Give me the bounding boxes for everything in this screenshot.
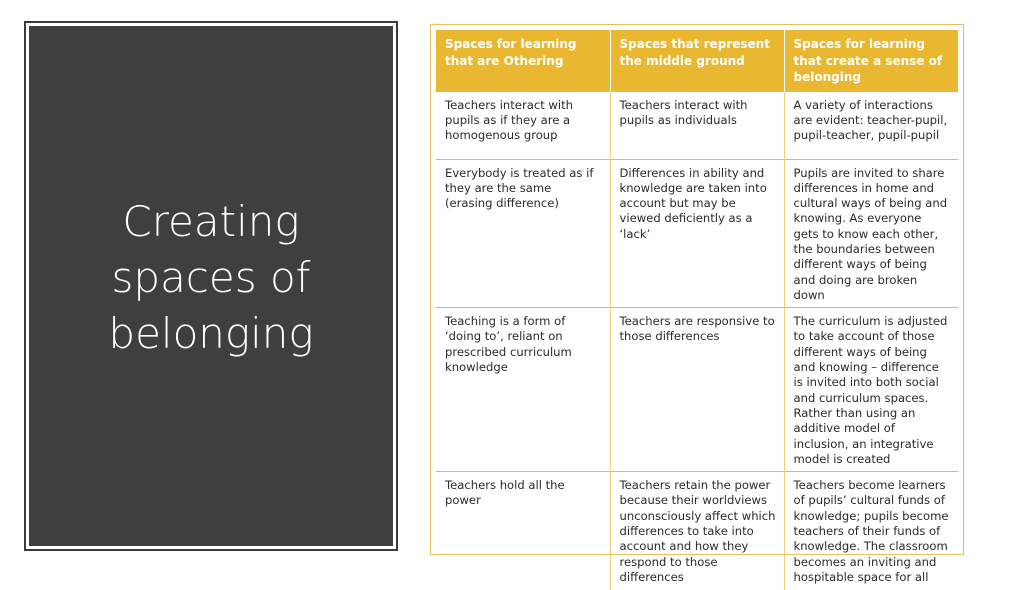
table-row <box>436 472 958 590</box>
belonging-table <box>436 30 958 590</box>
table-cell: Teachers retain the power because their worldviews unconsciously affect which differences to take into account and how they respond to those differences <box>610 472 784 590</box>
title-panel <box>24 21 398 551</box>
table-row <box>436 91 958 159</box>
table-cell: The curriculum is adjusted to take account of those different ways of being and knowing – difference is invited into both social and curriculum spaces. Rather than using an additive model of inclusion, an integrative model is created <box>784 308 958 472</box>
table-cell: Differences in ability and knowledge are taken into account but may be viewed deficiently as a ‘lack’ <box>610 159 784 308</box>
belonging-table-frame <box>430 24 964 584</box>
table-cell: Teaching is a form of ‘doing to’, reliant on prescribed curriculum knowledge <box>436 308 610 472</box>
slide-title: Creating spaces of belonging <box>108 197 314 358</box>
table-cell: Everybody is treated as if they are the same (erasing difference) <box>436 159 610 308</box>
table-cell: Teachers become learners of pupils’ cultural funds of knowledge; pupils become teachers of their funds of knowledge. The classroom becomes an inviting and hospitable space for all <box>784 472 958 590</box>
table-cell: Teachers are responsive to those differences <box>610 308 784 472</box>
table-header-row <box>436 30 958 91</box>
table-cell: Teachers interact with pupils as individuals <box>610 91 784 159</box>
table-cell: Teachers interact with pupils as if they are a homogenous group <box>436 91 610 159</box>
column-header-middle-ground: Spaces that represent the middle ground <box>610 30 784 91</box>
table-cell: A variety of interactions are evident: teacher-pupil, pupil-teacher, pupil-pupil <box>784 91 958 159</box>
table-row <box>436 308 958 472</box>
table-row <box>436 159 958 308</box>
title-panel-fill <box>29 26 393 546</box>
table-cell: Teachers hold all the power <box>436 472 610 590</box>
table-cell: Pupils are invited to share differences in home and cultural ways of being and knowing. As everyone gets to know each other, the boundaries between different ways of being and doing are broken down <box>784 159 958 308</box>
column-header-othering: Spaces for learning that are Othering <box>436 30 610 91</box>
column-header-belonging: Spaces for learning that create a sense of belonging <box>784 30 958 91</box>
